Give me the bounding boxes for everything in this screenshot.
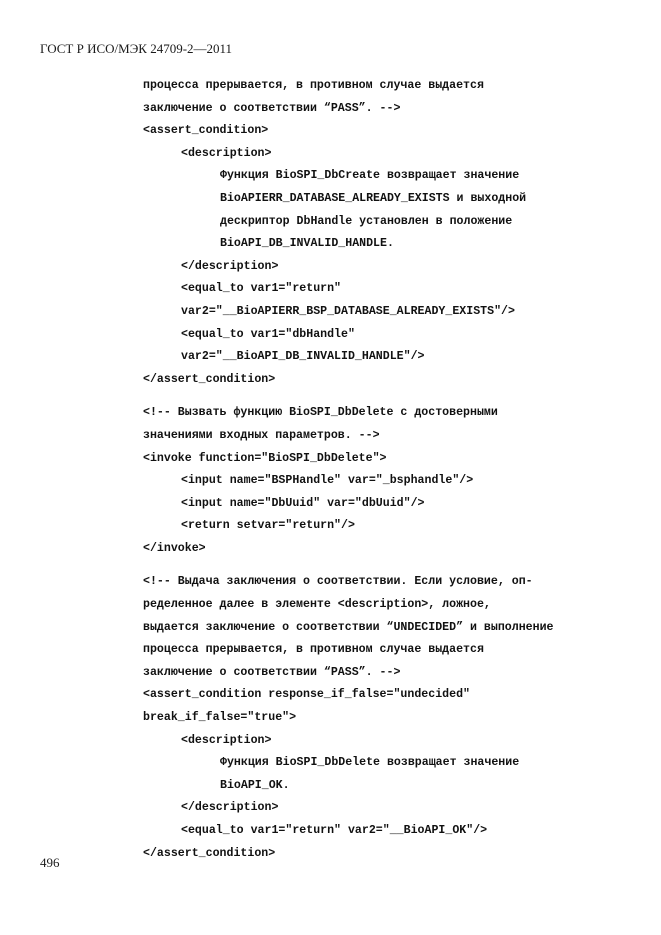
code-line: заключение о соответствии “PASS”. --> — [143, 665, 401, 679]
code-line: дескриптор DbHandle установлен в положение — [220, 214, 513, 228]
code-line: BioAPI_DB_INVALID_HANDLE. — [220, 237, 394, 251]
code-line: Функция BioSPI_DbCreate возвращает значение — [220, 169, 520, 183]
code-line: заключение о соответствии “PASS”. --> — [143, 101, 401, 115]
code-line: BioAPI_OK. — [220, 778, 290, 792]
page-number: 496 — [40, 855, 60, 870]
code-line: <description> — [181, 733, 272, 747]
code-line: var2="__BioAPI_DB_INVALID_HANDLE"/> — [181, 350, 425, 364]
code-line: BioAPIERR_DATABASE_ALREADY_EXISTS и выходной — [220, 191, 527, 205]
code-line: <!-- Вызвать функцию BioSPI_DbDelete с достоверными — [143, 406, 498, 420]
code-line: var2="__BioAPIERR_BSP_DATABASE_ALREADY_EXISTS"/> — [181, 304, 515, 318]
code-line: значениями входных параметров. --> — [143, 428, 380, 442]
blank-line — [143, 560, 643, 571]
code-line: <equal_to var1="return" var2="__BioAPI_OK"/> — [181, 824, 488, 837]
code-line: <invoke function="BioSPI_DbDelete"> — [143, 451, 387, 465]
blank-line — [143, 391, 643, 402]
page-header: ГОСТ Р ИСО/МЭК 24709-2—2011 — [40, 41, 233, 56]
code-line: процесса прерывается, в противном случае выдается — [143, 79, 484, 92]
code-line: </description> — [181, 801, 279, 815]
code-line: </assert_condition> — [143, 372, 276, 386]
code-line: <input name="BSPHandle" var="_bsphandle"/> — [181, 474, 474, 488]
code-line: <assert_condition> — [143, 124, 269, 138]
code-line: <return setvar="return"/> — [181, 519, 355, 533]
code-line: Функция BioSPI_DbDelete возвращает значение — [220, 756, 520, 770]
code-line: <input name="DbUuid" var="dbUuid"/> — [181, 496, 425, 510]
code-line: процесса прерывается, в противном случае выдается — [143, 643, 484, 657]
code-line: <assert_condition response_if_false="undecided" — [143, 688, 470, 702]
code-line: </invoke> — [143, 541, 206, 555]
code-line: выдается заключение о соответствии “UNDECIDED” и выполнение — [143, 620, 554, 634]
code-line: <description> — [181, 146, 272, 160]
code-line: ределенное далее в элементе <description>, ложное, — [143, 598, 491, 612]
code-line: <!-- Выдача заключения о соответствии. Если условие, оп- — [143, 575, 533, 589]
code-line: <equal_to var1="return" — [181, 282, 342, 296]
code-listing — [143, 75, 643, 865]
code-line: </description> — [181, 259, 279, 273]
code-line: <equal_to var1="dbHandle" — [181, 327, 355, 341]
code-line: break_if_false="true"> — [143, 711, 297, 725]
code-line: </assert_condition> — [143, 846, 276, 860]
